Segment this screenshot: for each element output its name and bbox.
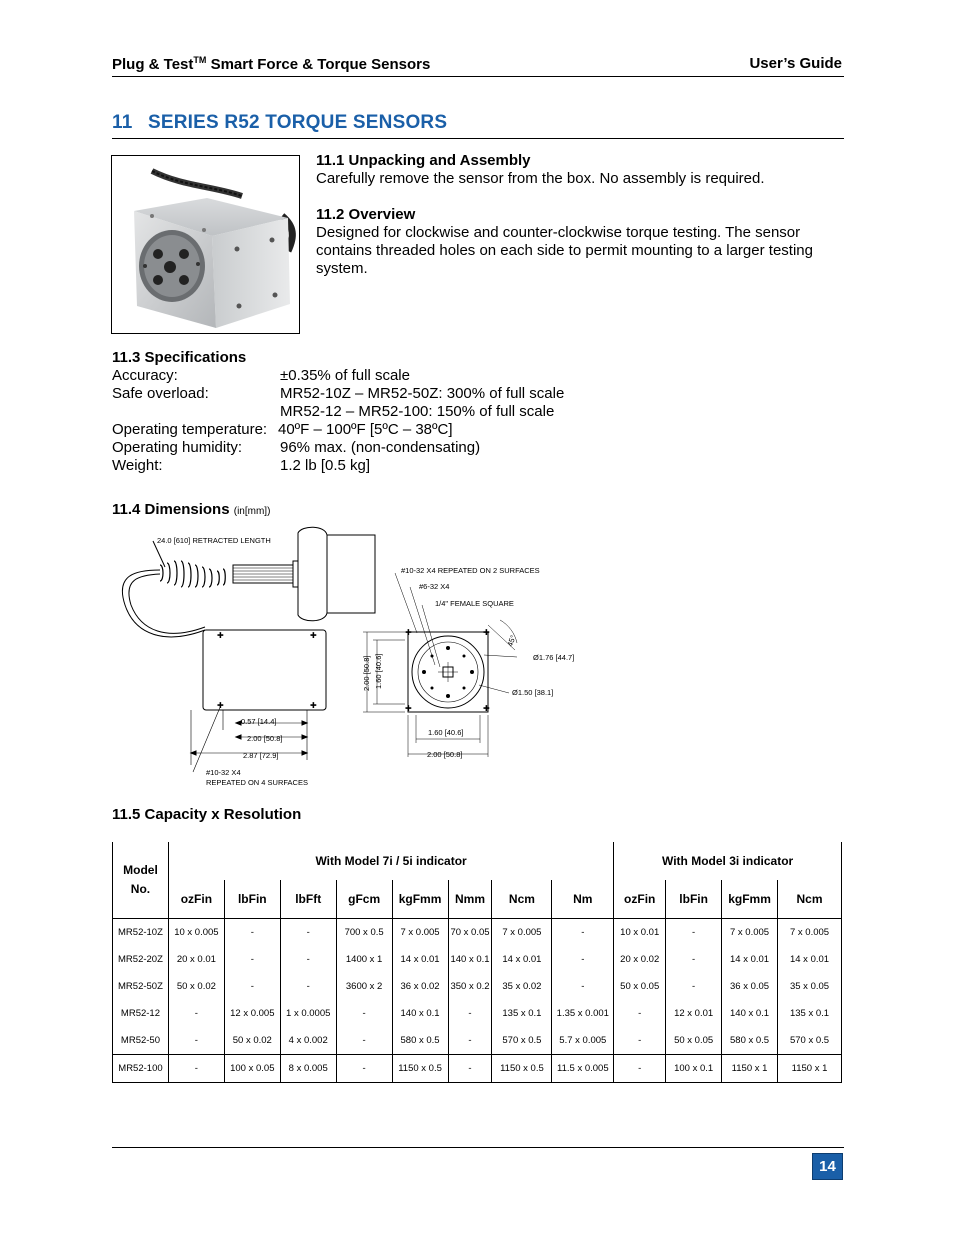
col-header: lbFin: [666, 880, 722, 918]
dim-bottom-holes-1: #10-32 X4: [206, 768, 241, 777]
footer-rule: [112, 1147, 844, 1148]
value-cell: 12 x 0.005: [224, 1000, 280, 1027]
value-cell: -: [614, 1000, 666, 1027]
dimensions-drawing: [105, 525, 605, 790]
dim-angle: 45°: [505, 633, 518, 648]
value-cell: -: [336, 1054, 392, 1082]
value-cell: -: [224, 946, 280, 973]
dim-dia-inner: Ø1.50 [38.1]: [512, 688, 554, 697]
dim-h-outer: 2.00 [50.8]: [362, 655, 371, 691]
value-cell: -: [666, 946, 722, 973]
spec-row: Operating humidity: 96% max. (non-condensating): [112, 439, 481, 456]
value-cell: 7 x 0.005: [492, 918, 552, 946]
model-cell: MR52-100: [113, 1054, 169, 1082]
value-cell: 12 x 0.01: [666, 1000, 722, 1027]
svg-text:✚: ✚: [217, 631, 224, 640]
value-cell: 1150 x 0.5: [492, 1054, 552, 1082]
value-cell: 36 x 0.05: [722, 973, 778, 1000]
svg-text:✚: ✚: [405, 704, 412, 713]
value-cell: 135 x 0.1: [492, 1000, 552, 1027]
value-cell: 14 x 0.01: [722, 946, 778, 973]
value-cell: 7 x 0.005: [392, 918, 448, 946]
table-row: [113, 1054, 842, 1082]
spec-row: Operating temperature: 40ºF – 100ºF [5ºC – 38ºC]: [112, 421, 453, 438]
value-cell: -: [336, 1027, 392, 1055]
capacity-table-body: [113, 918, 842, 1082]
value-cell: 1400 x 1: [336, 946, 392, 973]
value-cell: 1 x 0.0005: [280, 1000, 336, 1027]
model-cell: MR52-20Z: [113, 946, 169, 973]
value-cell: -: [614, 1027, 666, 1055]
spec-row: Accuracy: ±0.35% of full scale: [112, 367, 410, 384]
col-header: gFcm: [336, 880, 392, 918]
dim-holes-face: #6-32 X4: [419, 582, 450, 591]
svg-text:✚: ✚: [310, 631, 317, 640]
table-row: [113, 946, 842, 973]
value-cell: 135 x 0.1: [778, 1000, 842, 1027]
spec-row: Weight: 1.2 lb [0.5 kg]: [112, 457, 371, 474]
value-cell: -: [336, 1000, 392, 1027]
model-cell: MR52-10Z: [113, 918, 169, 946]
specifications: [112, 349, 712, 475]
value-cell: 1150 x 1: [722, 1054, 778, 1082]
spec-row: Safe overload: MR52-10Z – MR52-50Z: 300% of full scale: [112, 385, 565, 402]
value-cell: 14 x 0.01: [492, 946, 552, 973]
dim-d3: 2.87 [72.9]: [243, 751, 279, 760]
value-cell: 50 x 0.02: [168, 973, 224, 1000]
value-cell: 140 x 0.1: [722, 1000, 778, 1027]
value-cell: 10 x 0.005: [168, 918, 224, 946]
table-row: [113, 918, 842, 946]
value-cell: -: [224, 918, 280, 946]
value-cell: 7 x 0.005: [722, 918, 778, 946]
value-cell: 1.35 x 0.001: [552, 1000, 614, 1027]
value-cell: 11.5 x 0.005: [552, 1054, 614, 1082]
col-header: kgFmm: [722, 880, 778, 918]
value-cell: -: [448, 1054, 492, 1082]
value-cell: 350 x 0.2: [448, 973, 492, 1000]
value-cell: 570 x 0.5: [492, 1027, 552, 1055]
model-cell: MR52-12: [113, 1000, 169, 1027]
value-cell: 70 x 0.05: [448, 918, 492, 946]
section-rule: [112, 138, 844, 139]
page-number: 14: [812, 1153, 843, 1180]
value-cell: 4 x 0.002: [280, 1027, 336, 1055]
col-header: Nm: [552, 880, 614, 918]
group-header-3i: With Model 3i indicator: [614, 842, 842, 880]
col-header: lbFin: [224, 880, 280, 918]
svg-text:✚: ✚: [483, 704, 490, 713]
value-cell: 570 x 0.5: [778, 1027, 842, 1055]
dim-w-inner: 1.60 [40.6]: [428, 728, 464, 737]
value-cell: -: [666, 918, 722, 946]
svg-text:✚: ✚: [483, 628, 490, 637]
value-cell: 35 x 0.02: [492, 973, 552, 1000]
value-cell: -: [280, 973, 336, 1000]
table-row: [113, 1000, 842, 1027]
dim-holes-side: #10-32 X4 REPEATED ON 2 SURFACES: [401, 566, 540, 575]
value-cell: 20 x 0.02: [614, 946, 666, 973]
svg-text:✚: ✚: [405, 628, 412, 637]
doc-header-right: User’s Guide: [749, 55, 842, 72]
capacity-table: [112, 842, 842, 1083]
value-cell: -: [552, 946, 614, 973]
value-cell: 35 x 0.05: [778, 973, 842, 1000]
value-cell: 10 x 0.01: [614, 918, 666, 946]
specifications-heading: 11.3 Specifications: [112, 349, 247, 366]
table-subheader-row: [113, 880, 842, 918]
value-cell: 140 x 0.1: [448, 946, 492, 973]
overview-text: Designed for clockwise and counter-clockwise torque testing. The sensor contains threaded holes on each side to permit mounting to a larger testing system.: [316, 224, 813, 277]
svg-text:✚: ✚: [310, 701, 317, 710]
capacity-heading: 11.5 Capacity x Resolution: [112, 806, 302, 823]
col-header: kgFmm: [392, 880, 448, 918]
value-cell: -: [448, 1027, 492, 1055]
sensor-photo: [111, 155, 300, 334]
dim-bottom-holes-2: REPEATED ON 4 SURFACES: [206, 778, 308, 787]
value-cell: 20 x 0.01: [168, 946, 224, 973]
value-cell: -: [666, 973, 722, 1000]
overview-heading: 11.2 Overview: [316, 206, 416, 223]
dim-d2: 2.00 [50.8]: [247, 734, 283, 743]
value-cell: -: [280, 946, 336, 973]
dim-square: 1/4" FEMALE SQUARE: [435, 599, 514, 608]
value-cell: 14 x 0.01: [392, 946, 448, 973]
dim-retracted: 24.0 [610] RETRACTED LENGTH: [157, 536, 271, 545]
col-header-model: Model No.: [113, 842, 169, 918]
value-cell: -: [168, 1027, 224, 1055]
value-cell: -: [168, 1000, 224, 1027]
dim-w-outer: 2.00 [50.8]: [427, 750, 463, 759]
col-header: lbFft: [280, 880, 336, 918]
value-cell: 50 x 0.05: [614, 973, 666, 1000]
table-header-row: [113, 842, 842, 880]
spec-row: MR52-12 – MR52-100: 150% of full scale: [280, 403, 555, 420]
value-cell: -: [280, 918, 336, 946]
col-header: Ncm: [492, 880, 552, 918]
value-cell: -: [614, 1054, 666, 1082]
doc-header-title: Plug & Test™ Smart Force & Torque Sensors: [112, 55, 431, 73]
value-cell: 700 x 0.5: [336, 918, 392, 946]
dim-h-inner: 1.60 [40.6]: [374, 653, 383, 689]
section-title: 11 SERIES R52 TORQUE SENSORS: [112, 112, 448, 133]
col-header: ozFin: [614, 880, 666, 918]
value-cell: -: [552, 918, 614, 946]
dim-dia-outer: Ø1.76 [44.7]: [533, 653, 575, 662]
value-cell: 3600 x 2: [336, 973, 392, 1000]
value-cell: -: [448, 1000, 492, 1027]
header-rule: [112, 76, 844, 77]
table-row: [113, 1027, 842, 1055]
value-cell: 7 x 0.005: [778, 918, 842, 946]
unpacking-heading: 11.1 Unpacking and Assembly: [316, 152, 531, 169]
col-header: Nmm: [448, 880, 492, 918]
model-cell: MR52-50Z: [113, 973, 169, 1000]
value-cell: 50 x 0.02: [224, 1027, 280, 1055]
group-header-7i: With Model 7i / 5i indicator: [168, 842, 613, 880]
svg-text:✚: ✚: [217, 701, 224, 710]
value-cell: 50 x 0.05: [666, 1027, 722, 1055]
dim-d1: 0.57 [14.4]: [241, 717, 277, 726]
value-cell: 1150 x 0.5: [392, 1054, 448, 1082]
value-cell: 100 x 0.1: [666, 1054, 722, 1082]
col-header: ozFin: [168, 880, 224, 918]
dimensions-heading: 11.4 Dimensions (in[mm]): [112, 501, 271, 518]
value-cell: 580 x 0.5: [392, 1027, 448, 1055]
col-header: Ncm: [778, 880, 842, 918]
value-cell: 14 x 0.01: [778, 946, 842, 973]
value-cell: 5.7 x 0.005: [552, 1027, 614, 1055]
value-cell: 36 x 0.02: [392, 973, 448, 1000]
value-cell: 100 x 0.05: [224, 1054, 280, 1082]
table-row: [113, 973, 842, 1000]
value-cell: 8 x 0.005: [280, 1054, 336, 1082]
value-cell: 140 x 0.1: [392, 1000, 448, 1027]
value-cell: -: [552, 973, 614, 1000]
value-cell: -: [168, 1054, 224, 1082]
unpacking-text: Carefully remove the sensor from the box. No assembly is required.: [316, 170, 765, 187]
value-cell: -: [224, 973, 280, 1000]
model-cell: MR52-50: [113, 1027, 169, 1055]
value-cell: 580 x 0.5: [722, 1027, 778, 1055]
value-cell: 1150 x 1: [778, 1054, 842, 1082]
